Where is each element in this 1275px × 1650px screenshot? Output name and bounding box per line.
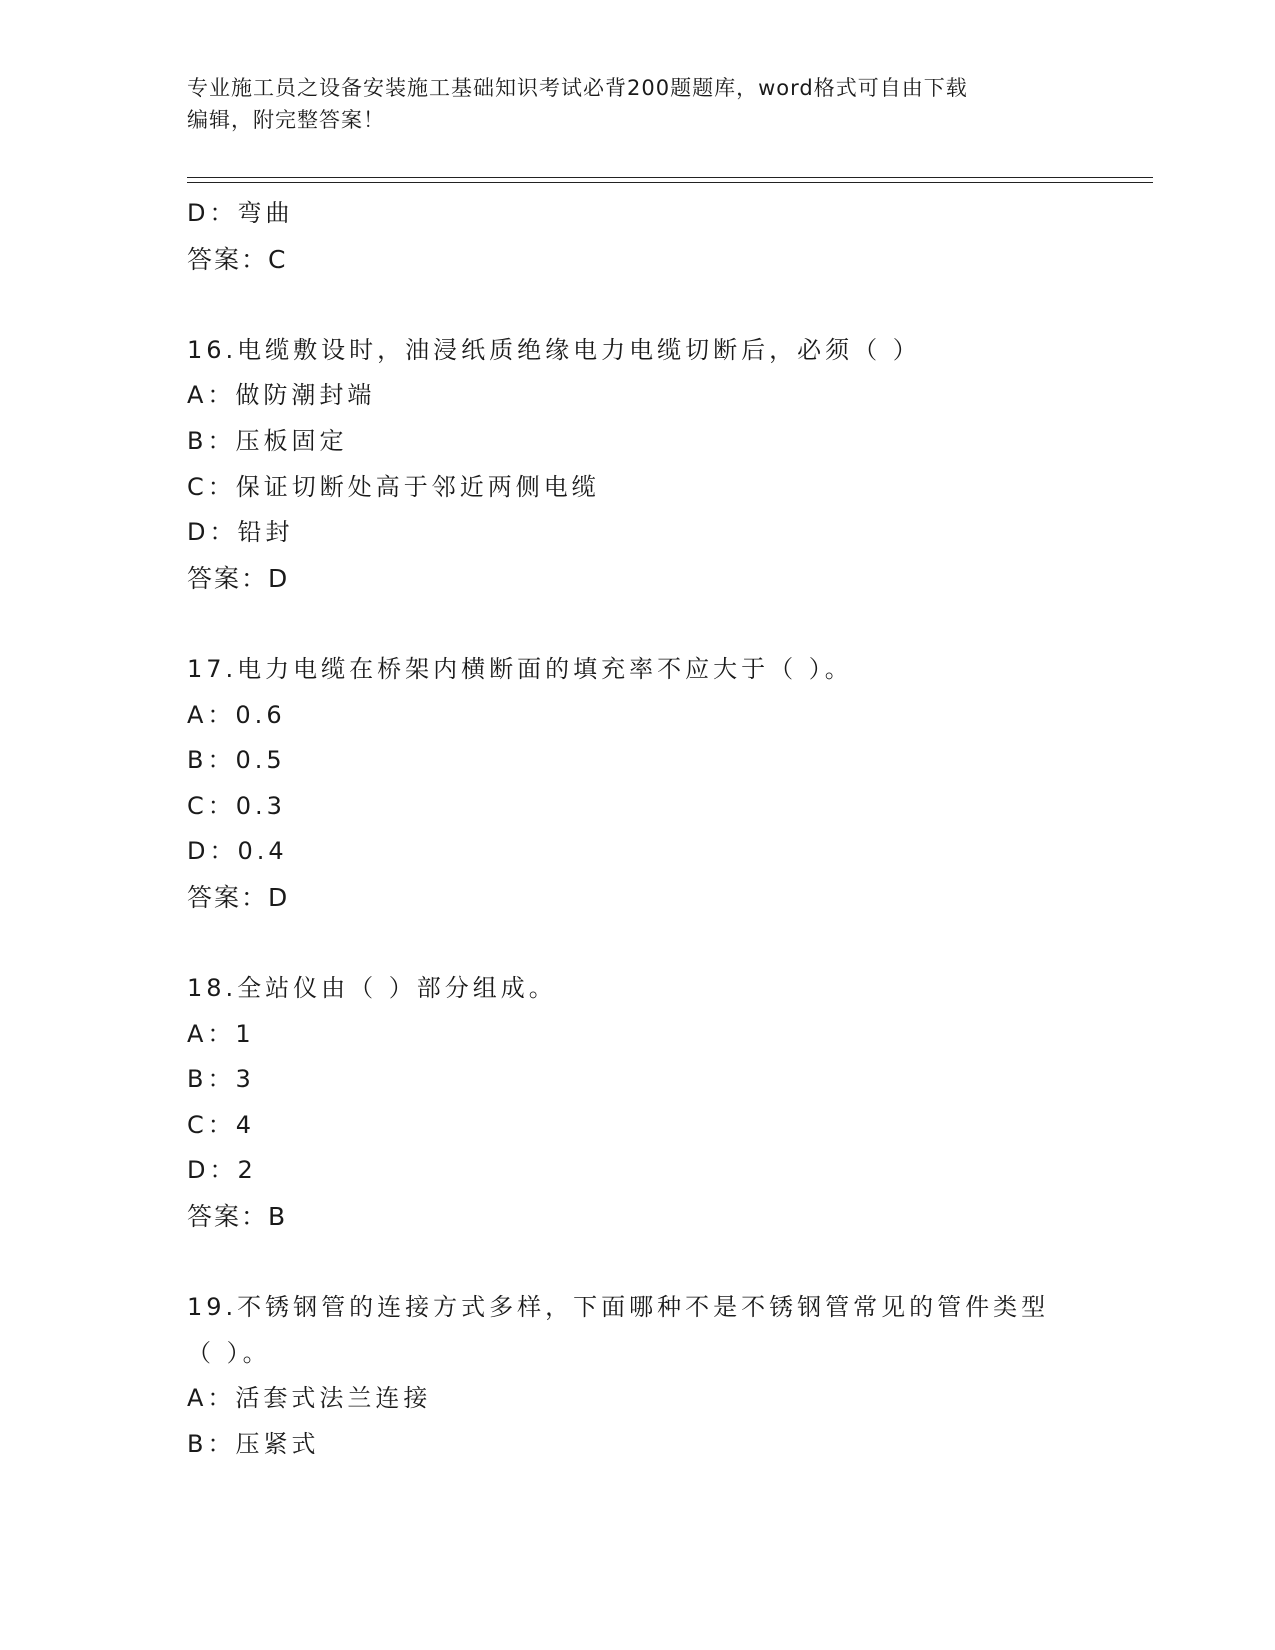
option-c: C：4 xyxy=(187,1110,256,1139)
option-a: A：1 xyxy=(187,1019,255,1048)
option-a: A：做防潮封端 xyxy=(187,381,376,410)
answer: 答案：D xyxy=(187,882,290,912)
question-stem: 18.全站仪由（ ）部分组成。 xyxy=(187,974,557,1003)
option-b: B：0.5 xyxy=(187,746,286,775)
spacer xyxy=(187,921,1087,967)
header-divider-bottom xyxy=(187,182,1153,183)
question-16 xyxy=(187,328,1087,602)
question-stem: 17.电力电缆在桥架内横断面的填充率不应大于（ ）。 xyxy=(187,654,853,683)
answer: 答案：C xyxy=(187,244,288,274)
option-d: D：弯曲 xyxy=(187,199,294,227)
answer: 答案：D xyxy=(187,563,290,593)
option-a: A：活套式法兰连接 xyxy=(187,1384,432,1413)
option-b: B：压紧式 xyxy=(187,1430,320,1459)
answer: 答案：B xyxy=(187,1202,288,1232)
option-b: B：3 xyxy=(187,1065,255,1094)
option-a: A：0.6 xyxy=(187,700,286,729)
question-19 xyxy=(187,1285,1087,1467)
page-header xyxy=(187,72,1067,136)
option-b: B：压板固定 xyxy=(187,426,348,455)
option-d: D：铅封 xyxy=(187,518,294,547)
question-stem-continued: （ ）。 xyxy=(187,1338,271,1367)
question-stem: 16.电缆敷设时，油浸纸质绝缘电力电缆切断后，必须（ ） xyxy=(187,335,921,364)
header-divider-top xyxy=(187,177,1153,178)
option-d: D：0.4 xyxy=(187,837,288,866)
question-17 xyxy=(187,647,1087,921)
header-line-2: 编辑，附完整答案！ xyxy=(187,108,385,132)
spacer xyxy=(187,1240,1087,1286)
header-line-1: 专业施工员之设备安装施工基础知识考试必背200题题库，word格式可自由下载 xyxy=(187,76,968,100)
spacer xyxy=(187,282,1087,328)
option-c: C：0.3 xyxy=(187,791,286,820)
question-18 xyxy=(187,966,1087,1240)
spacer xyxy=(187,601,1087,647)
question-stem: 19.不锈钢管的连接方式多样，下面哪种不是不锈钢管常见的管件类型 xyxy=(187,1293,1050,1322)
document-body xyxy=(187,191,1087,1468)
option-d: D：2 xyxy=(187,1156,257,1185)
option-c: C：保证切断处高于邻近两侧电缆 xyxy=(187,472,600,501)
